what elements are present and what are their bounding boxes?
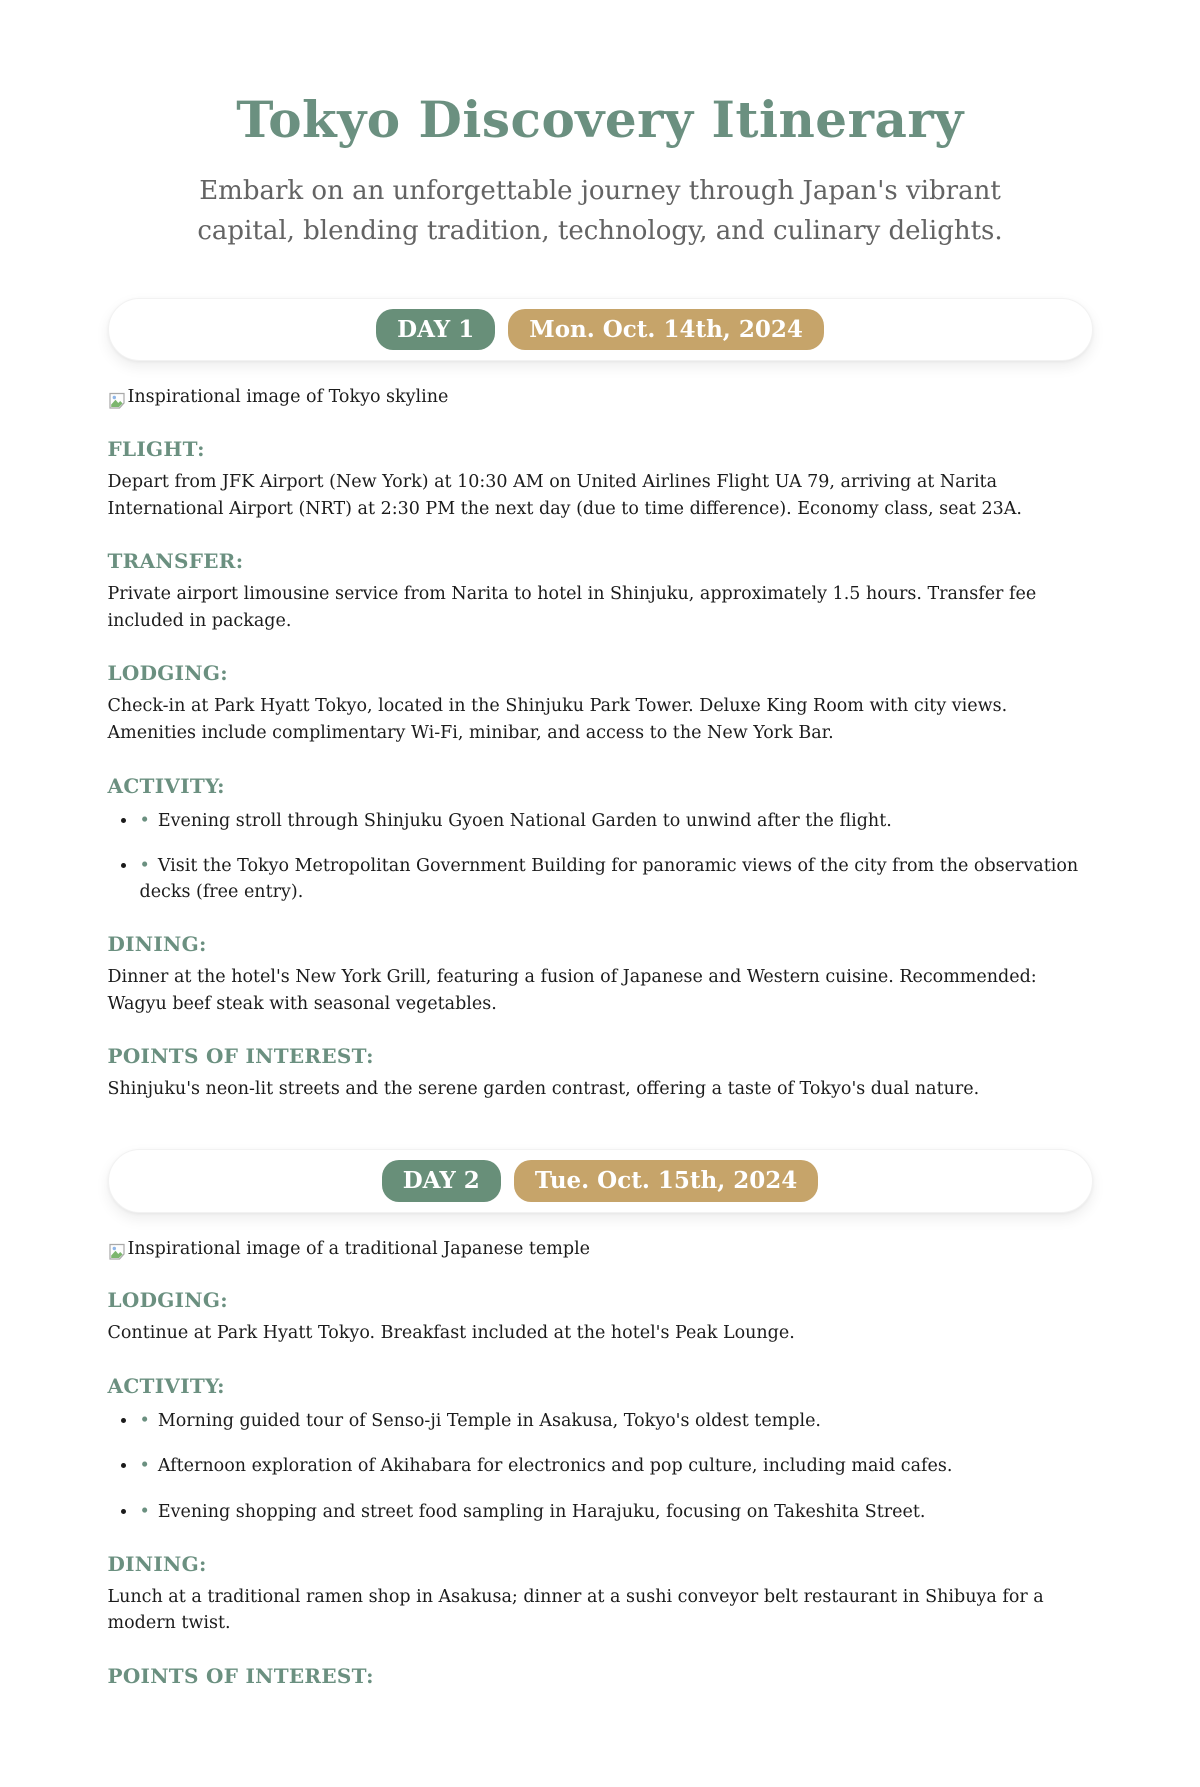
itinerary-document: [108, 90, 1093, 1688]
day-1-block: [108, 298, 1093, 1103]
activity-list: [108, 808, 1093, 906]
day-2-block: [108, 1149, 1093, 1688]
section-heading: LODGING:: [107, 1288, 228, 1313]
section-heading: LODGING:: [107, 661, 228, 686]
day-number-badge: DAY 1: [376, 309, 495, 351]
activity-item: [138, 853, 1093, 906]
activity-item-text: Evening shopping and street food sampling in Harajuku, focusing on Takeshita Street.: [157, 1501, 926, 1522]
broken-image-icon: [108, 1242, 127, 1261]
section-heading: FLIGHT:: [107, 436, 205, 461]
bullet-glyph: •: [139, 1501, 150, 1522]
section-heading: POINTS OF INTEREST:: [107, 1664, 374, 1688]
page-subtitle: Embark on an unforgettable journey through Japan's vibrant capital, blending tradition, technology, and culinary delights.: [197, 176, 1003, 247]
days: [108, 298, 1093, 1688]
section-paragraph: Dinner at the hotel's New York Grill, featuring a fusion of Japanese and Western cuisine. Recommended: Wagyu beef steak with seasonal vegetables.: [107, 967, 1037, 1014]
section-heading: DINING:: [107, 932, 207, 957]
day-date-badge: Tue. Oct. 15th, 2024: [514, 1160, 818, 1202]
broken-image-icon: [108, 391, 127, 410]
activity-item: [138, 1408, 1093, 1434]
section-heading: DINING:: [107, 1551, 207, 1576]
activity-item-text: Morning guided tour of Senso-ji Temple in Asakusa, Tokyo's oldest temple.: [157, 1411, 821, 1432]
page-title: Tokyo Discovery Itinerary: [236, 90, 964, 149]
bullet-glyph: •: [139, 1411, 150, 1432]
day-date-badge: Mon. Oct. 14th, 2024: [508, 309, 824, 351]
day-number-badge: DAY 2: [382, 1160, 501, 1202]
activity-item: [138, 1499, 1093, 1525]
day-image-placeholder: [108, 1237, 1093, 1262]
image-alt-text: Inspirational image of Tokyo skyline: [127, 387, 449, 408]
section-heading: ACTIVITY:: [107, 1374, 225, 1399]
section-heading: ACTIVITY:: [107, 773, 225, 798]
bullet-glyph: •: [139, 855, 150, 876]
section-heading: POINTS OF INTEREST:: [107, 1044, 374, 1069]
section-heading: TRANSFER:: [107, 549, 244, 574]
day-2-header: [108, 1149, 1093, 1213]
bullet-glyph: •: [139, 1456, 150, 1477]
activity-item-text: Visit the Tokyo Metropolitan Government Building for panoramic views of the city from the observation decks (free entry).: [139, 855, 1079, 903]
activity-item-text: Afternoon exploration of Akihabara for electronics and pop culture, including maid cafes.: [157, 1456, 953, 1477]
activity-list: [108, 1408, 1093, 1525]
section-paragraph: Continue at Park Hyatt Tokyo. Breakfast included at the hotel's Peak Lounge.: [107, 1323, 795, 1344]
section-paragraph: Shinjuku's neon-lit streets and the serene garden contrast, offering a taste of Tokyo's dual nature.: [107, 1079, 980, 1100]
bullet-glyph: •: [139, 810, 150, 831]
activity-item-text: Evening stroll through Shinjuku Gyoen National Garden to unwind after the flight.: [157, 810, 892, 831]
day-image-placeholder: [108, 385, 1093, 410]
day-1-header: [108, 298, 1093, 362]
activity-item: [138, 808, 1093, 834]
section-paragraph: Depart from JFK Airport (New York) at 10:30 AM on United Airlines Flight UA 79, arriving at Narita International Airport (NRT) at 2:30 PM the next day (due to time difference). Economy class, seat 23A.: [107, 471, 1022, 519]
section-paragraph: Lunch at a traditional ramen shop in Asakusa; dinner at a sushi conveyor belt restaurant in Shibuya for a modern twist.: [107, 1586, 1044, 1634]
section-paragraph: Check-in at Park Hyatt Tokyo, located in the Shinjuku Park Tower. Deluxe King Room with city views. Amenities include complimentary Wi-Fi, minibar, and access to the New York Bar.: [107, 696, 1008, 743]
image-alt-text: Inspirational image of a traditional Japanese temple: [127, 1238, 591, 1259]
activity-item: [138, 1453, 1093, 1479]
section-paragraph: Private airport limousine service from Narita to hotel in Shinjuku, approximately 1.5 hours. Transfer fee included in package.: [107, 584, 1037, 631]
